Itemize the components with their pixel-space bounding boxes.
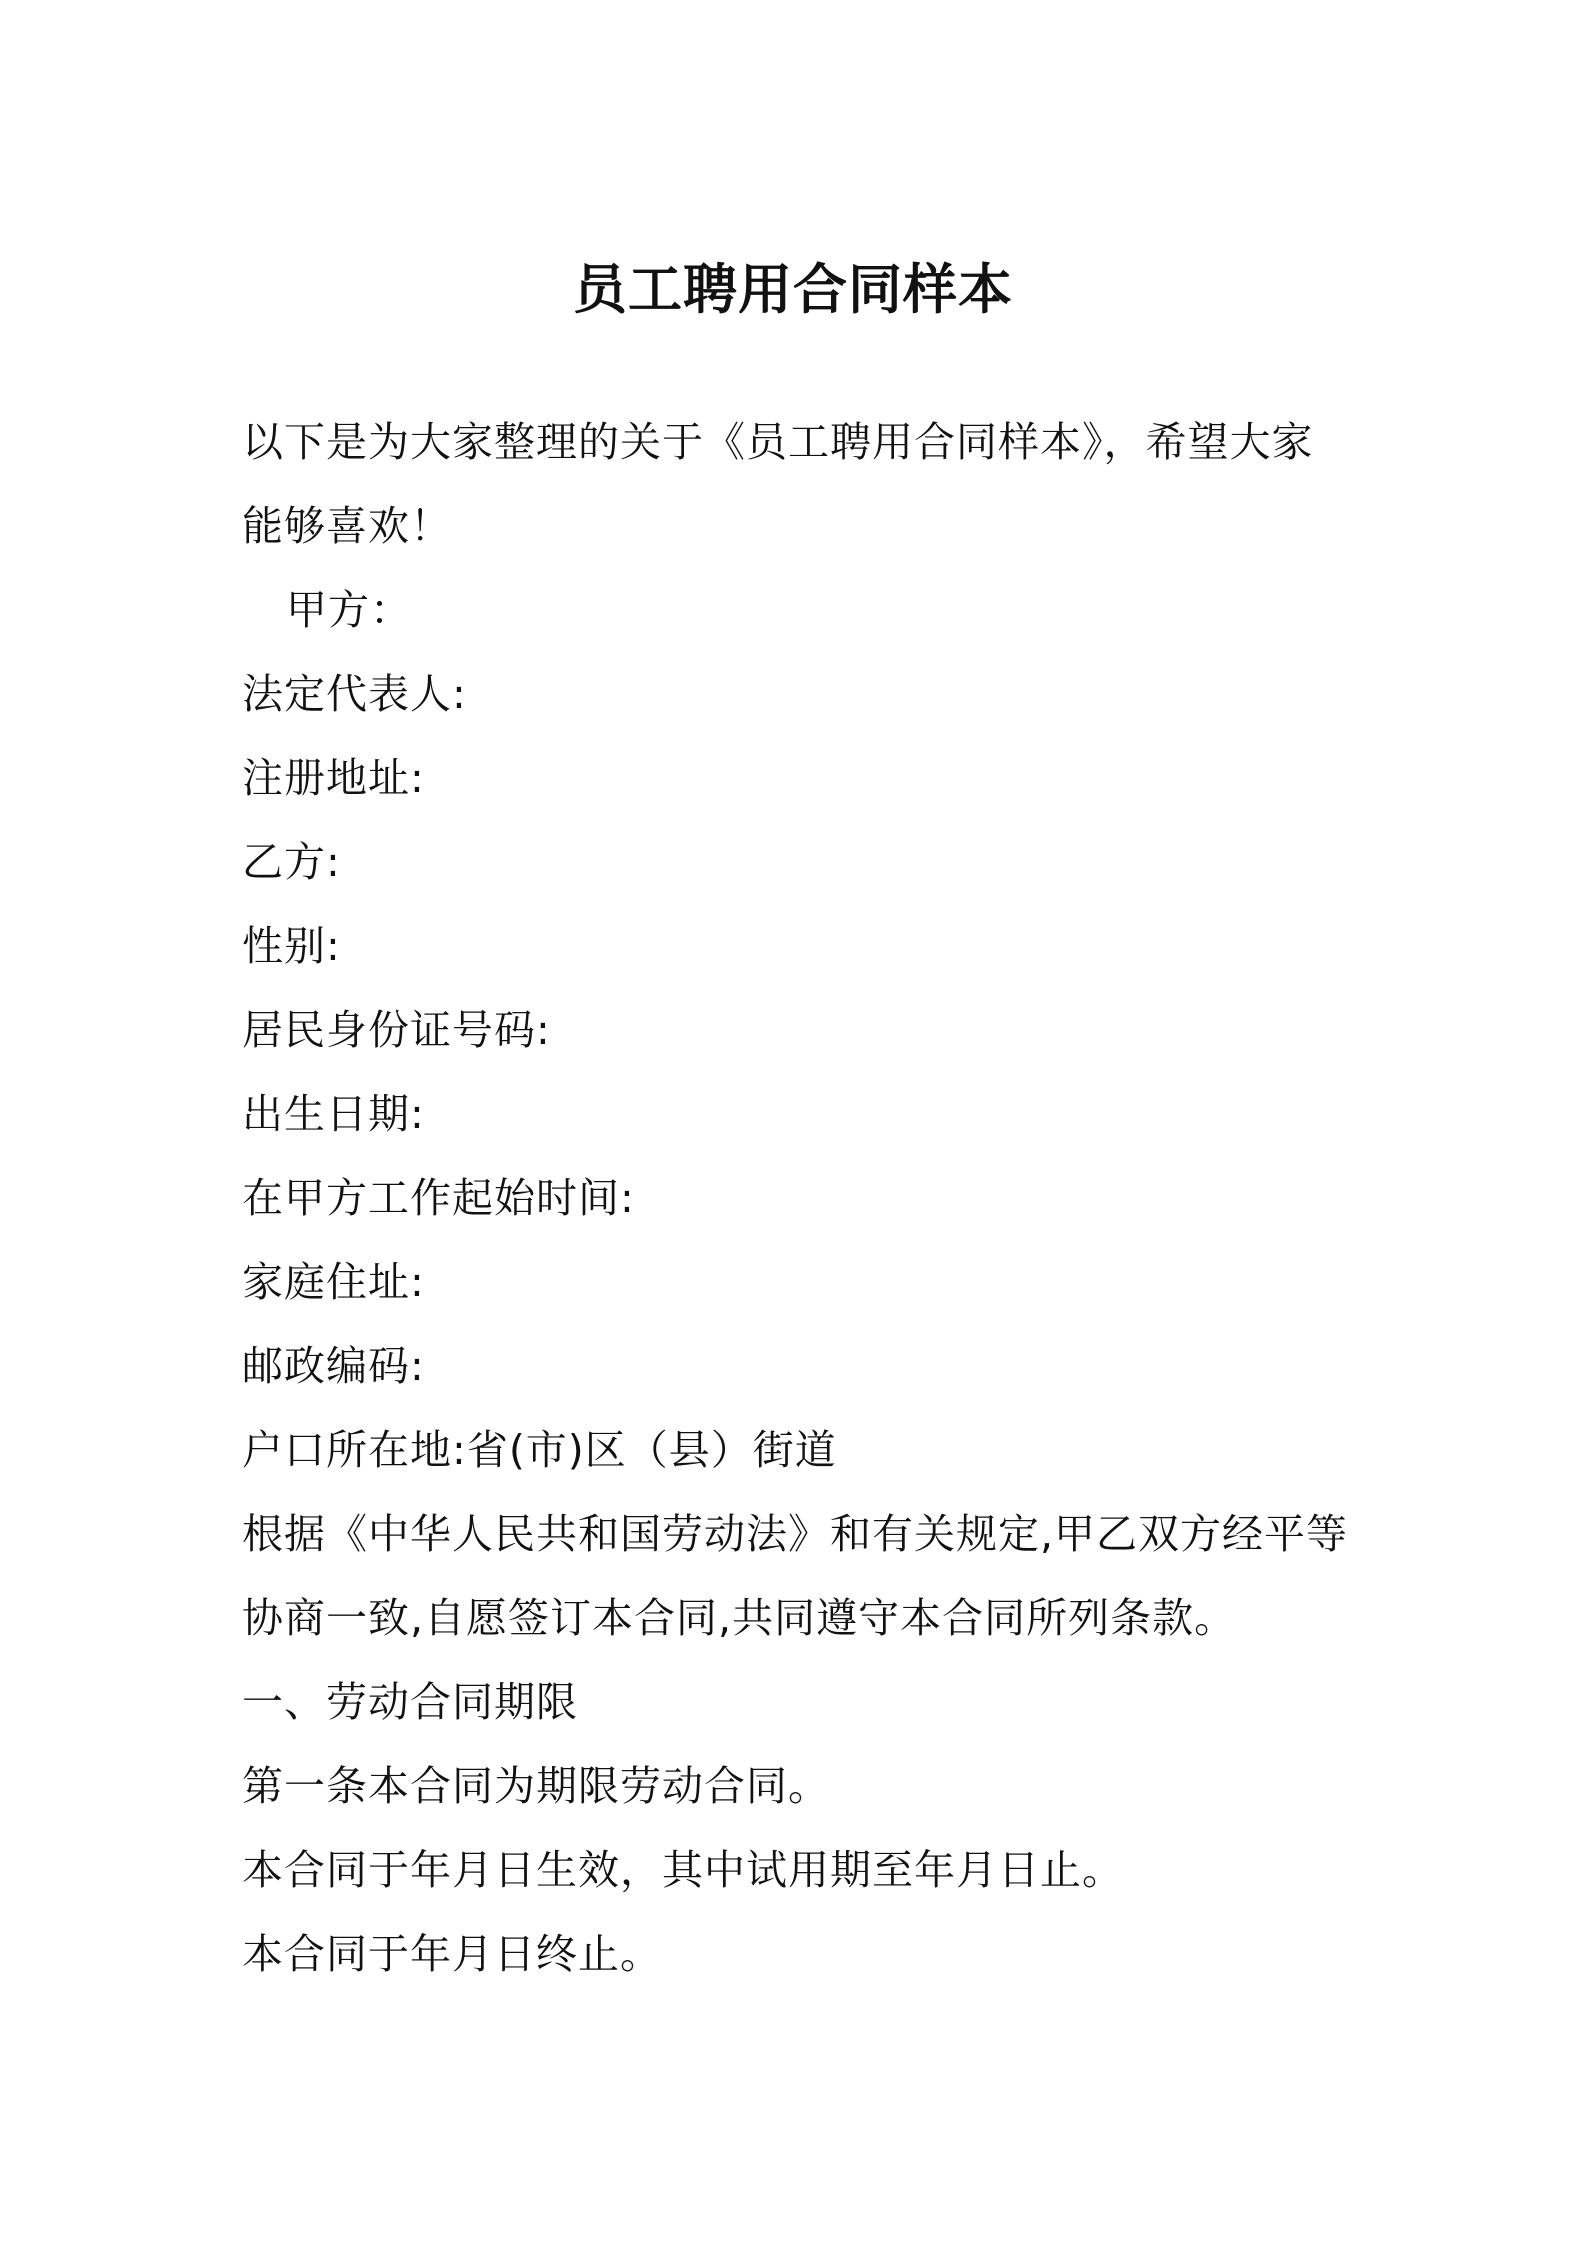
legal-representative-field: 法定代表人:: [242, 670, 467, 718]
household-registration-field: 户口所在地:省(市)区（县）街道: [242, 1426, 837, 1474]
intro-line-1: 以下是为大家整理的关于《员工聘用合同样本》，希望大家: [242, 418, 1314, 466]
basis-paragraph-line-1: 根据《中华人民共和国劳动法》和有关规定,甲乙双方经平等: [242, 1510, 1349, 1558]
home-address-field: 家庭住址:: [242, 1258, 425, 1306]
id-number-field: 居民身份证号码:: [242, 1006, 551, 1054]
start-date-field: 在甲方工作起始时间:: [242, 1174, 635, 1222]
intro-line-2: 能够喜欢！: [242, 502, 452, 550]
document-title: 员工聘用合同样本: [573, 258, 1013, 321]
article-1: 第一条本合同为期限劳动合同。: [242, 1762, 830, 1810]
basis-paragraph-line-2: 协商一致,自愿签订本合同,共同遵守本合同所列条款。: [242, 1594, 1237, 1642]
party-a-field: 甲方：: [286, 586, 412, 634]
section-heading-contract-term: 一、劳动合同期限: [242, 1678, 578, 1726]
party-b-field: 乙方:: [242, 838, 341, 886]
termination-date-clause: 本合同于年月日终止。: [242, 1930, 662, 1978]
birth-date-field: 出生日期:: [242, 1090, 425, 1138]
postal-code-field: 邮政编码:: [242, 1342, 425, 1390]
effective-date-clause: 本合同于年月日生效，其中试用期至年月日止。: [242, 1846, 1124, 1894]
registered-address-field: 注册地址:: [242, 754, 425, 802]
document-body: [242, 400, 1352, 1996]
gender-field: 性别:: [242, 922, 341, 970]
